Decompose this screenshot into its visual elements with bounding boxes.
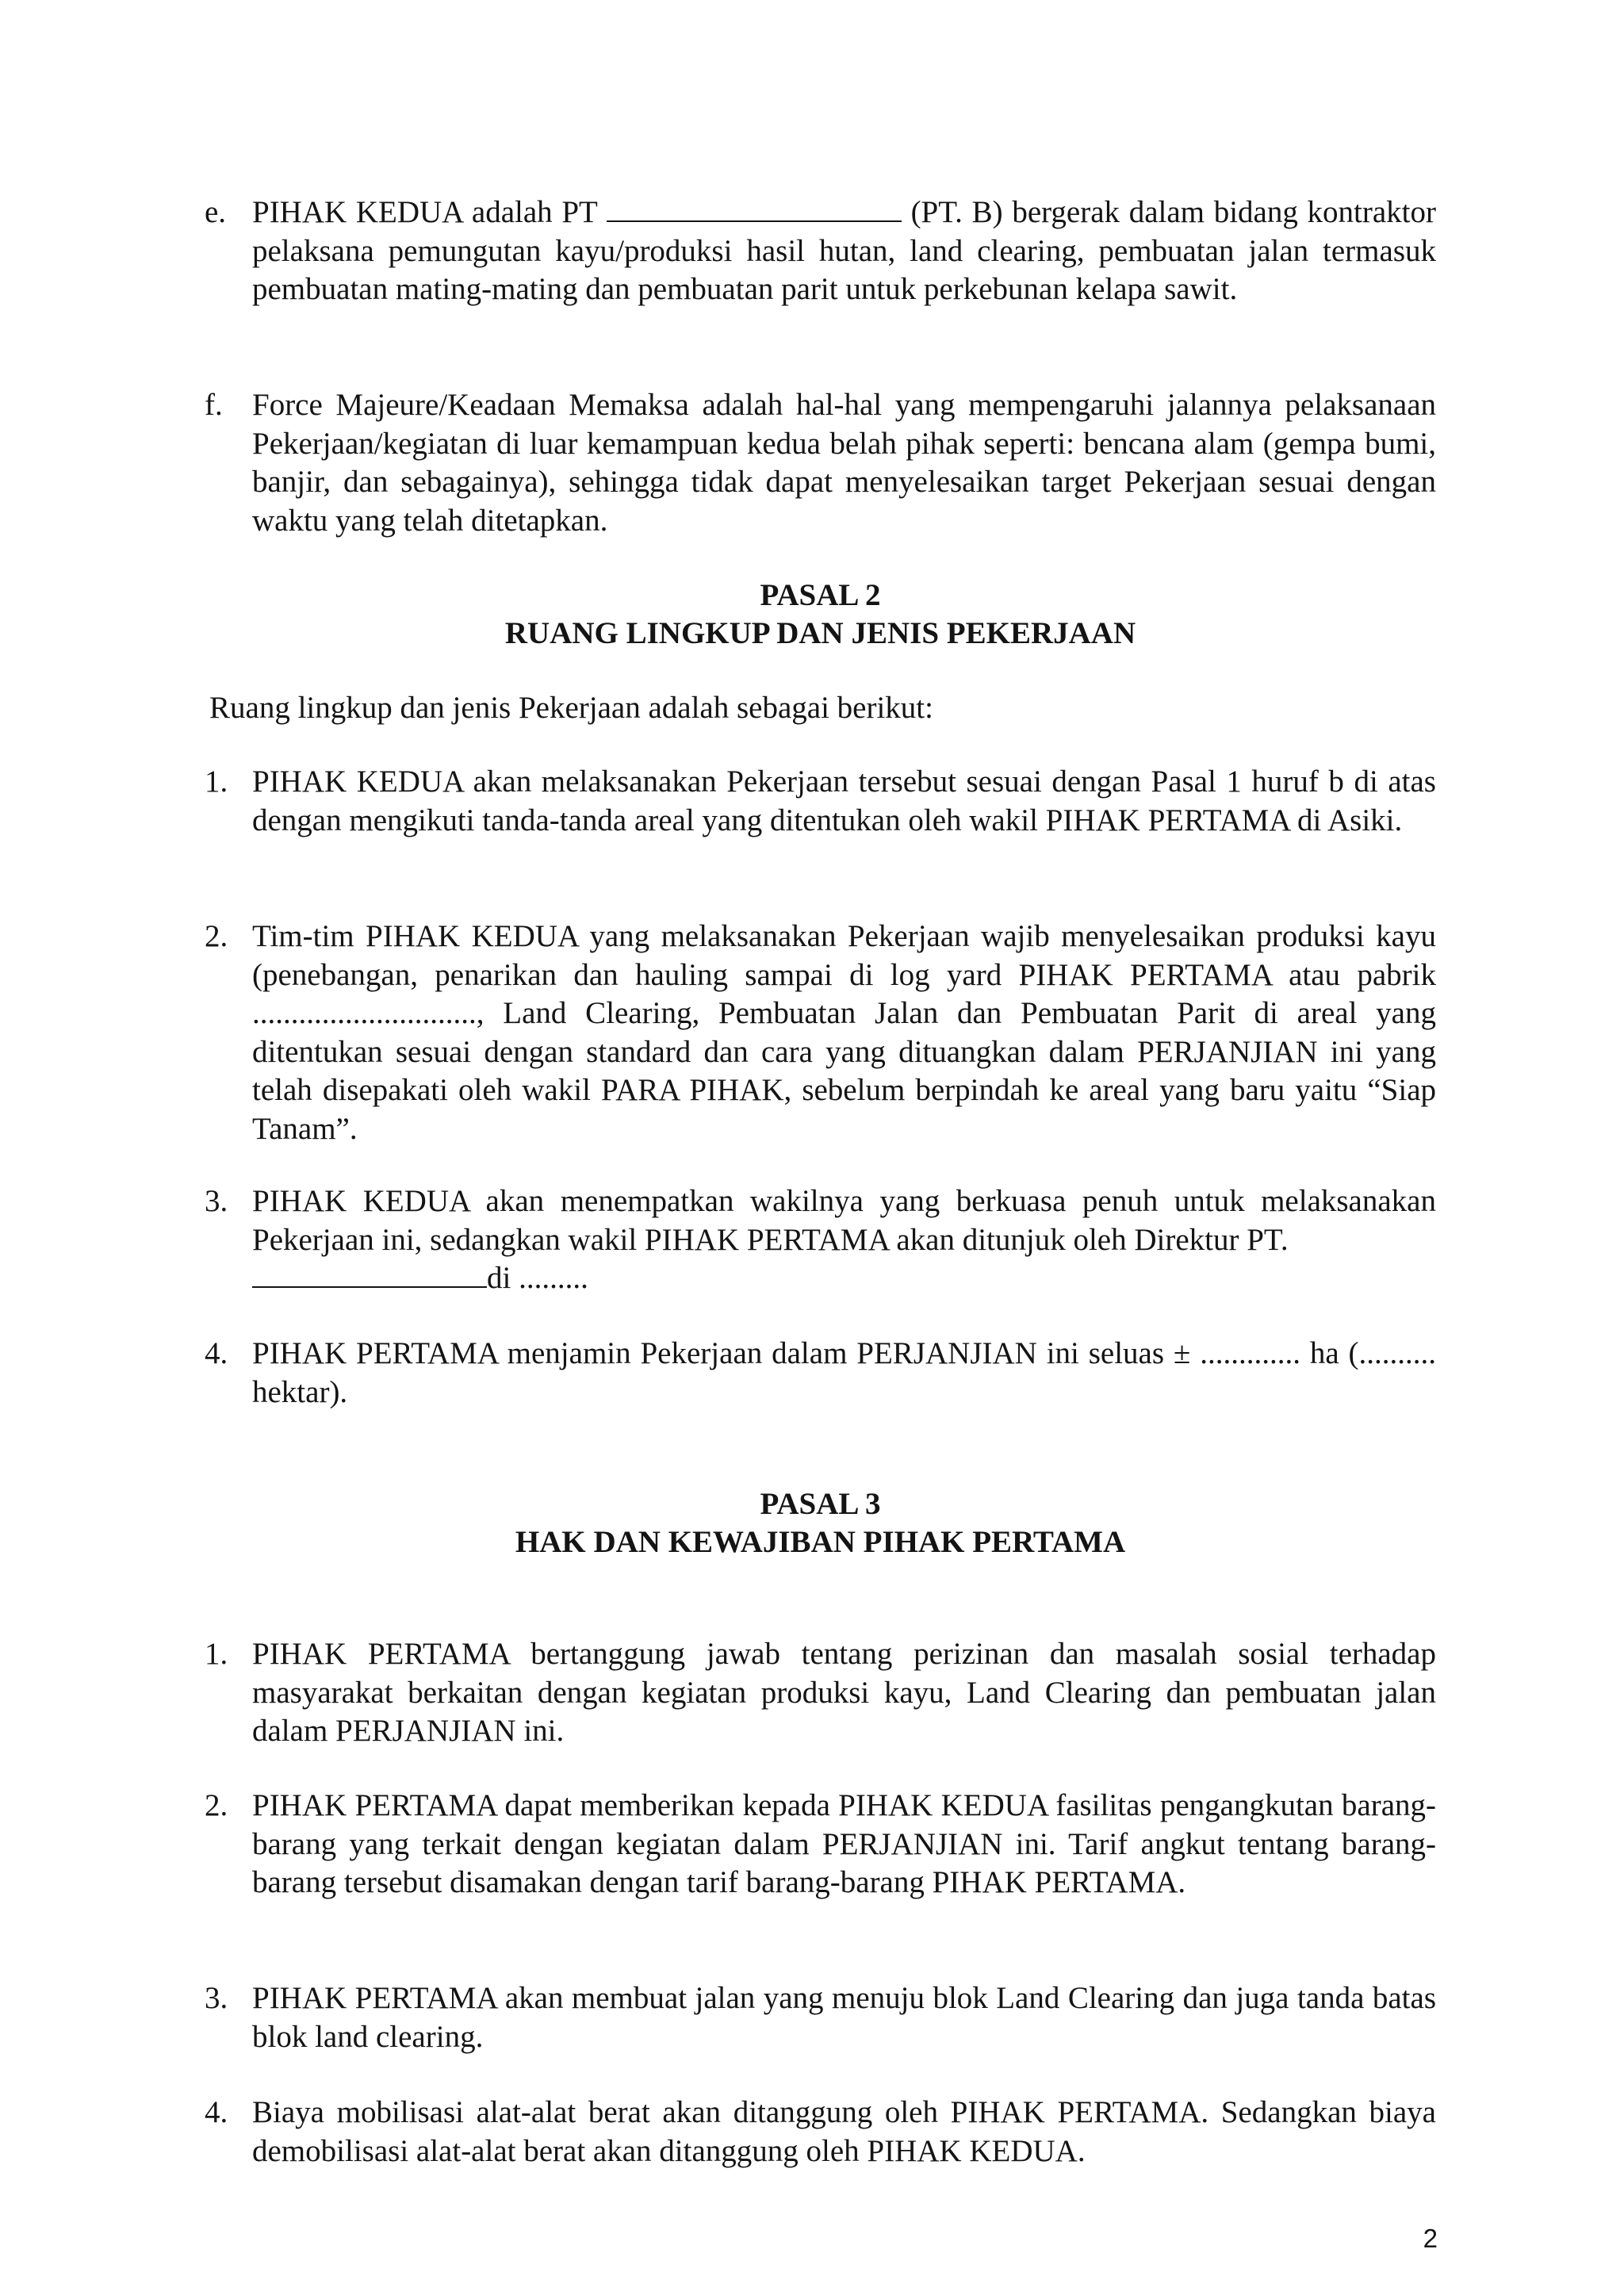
list-marker: 3.	[205, 1981, 228, 2015]
list-text-body: PIHAK KEDUA akan menempatkan wakilnya yang berkuasa penuh untuk melaksanakan Pekerjaan ini, sedangkan wakil PIHAK PERTAMA akan ditunjuk oleh Direktur PT.	[252, 1184, 1436, 1257]
list-item	[205, 1635, 1436, 1751]
list-text-tail: di .........	[487, 1261, 588, 1295]
list-text: PIHAK KEDUA akan melaksanakan Pekerjaan tersebut sesuai dengan Pasal 1 huruf b di atas dengan mengikuti tanda-tanda areal yang ditentukan oleh wakil PIHAK PERTAMA di Asiki.	[252, 764, 1436, 837]
list-text	[252, 1182, 1436, 1298]
article-intro: Ruang lingkup dan jenis Pekerjaan adalah sebagai berikut:	[209, 691, 933, 725]
list-marker: 3.	[205, 1184, 228, 1218]
list-marker: 4.	[205, 2095, 228, 2129]
article-title: RUANG LINGKUP DAN JENIS PEKERJAAN	[504, 616, 1136, 650]
list-marker: 2.	[205, 1788, 228, 1822]
definition-marker: e.	[205, 195, 227, 229]
list-marker: 1.	[205, 1637, 228, 1671]
company-name-blank	[607, 197, 902, 222]
definition-e	[205, 193, 1436, 309]
list-marker: 1.	[205, 764, 228, 799]
list-item	[205, 1335, 1436, 1412]
definition-text	[252, 193, 1436, 309]
list-marker: 2.	[205, 919, 228, 953]
definition-text-end: (PT. B) bergerak dalam bidang kontraktor pelaksana pemungutan kayu/produksi hasil hutan, land clearing, pembuatan jalan termasuk pembuatan mating-mating dan pembuatan parit untuk perkebunan kelapa sawit.	[252, 195, 1437, 306]
company-name-blank	[252, 1262, 487, 1288]
definition-text: Force Majeure/Keadaan Memaksa adalah hal-hal yang mempengaruhi jalannya pelaksanaan Pekerjaan/kegiatan di luar kemampuan kedua belah pihak seperti: bencana alam (gempa bumi, banjir, dan sebagainya), sehingga tidak dapat menyelesaikan target Pekerjaan sesuai dengan waktu yang telah ditetapkan.	[252, 388, 1436, 538]
list-text: Tim-tim PIHAK KEDUA yang melaksanakan Pekerjaan wajib menyelesaikan produksi kayu (penebangan, penarikan dan hauling sampai di log yard PIHAK PERTAMA atau pabrik ............................., Land Clearing, Pembuatan Jalan dan Pembuatan Parit di areal yang ditentukan sesuai dengan standard dan cara yang dituangkan dalam PERJANJIAN ini yang telah disepakati oleh wakil PARA PIHAK, sebelum berpindah ke areal yang baru yaitu “Siap Tanam”.	[252, 919, 1436, 1146]
list-item	[205, 1182, 1436, 1298]
page-number: 2	[1423, 2224, 1438, 2253]
list-item	[205, 918, 1436, 1148]
list-text: PIHAK PERTAMA dapat memberikan kepada PIHAK KEDUA fasilitas pengangkutan barang-barang yang terkait dengan kegiatan dalam PERJANJIAN ini. Tarif angkut tentang barang-barang tersebut disamakan dengan tarif barang-barang PIHAK PERTAMA.	[252, 1788, 1436, 1899]
definition-text-start: PIHAK KEDUA adalah PT	[252, 195, 607, 229]
article-number: PASAL 3	[760, 1487, 881, 1521]
list-marker: 4.	[205, 1336, 228, 1370]
list-text: PIHAK PERTAMA menjamin Pekerjaan dalam PERJANJIAN ini seluas ± ............. ha (.......... hektar).	[252, 1336, 1436, 1409]
list-text: PIHAK PERTAMA akan membuat jalan yang menuju blok Land Clearing dan juga tanda batas blok land clearing.	[252, 1981, 1436, 2054]
article-title: HAK DAN KEWAJIBAN PIHAK PERTAMA	[515, 1525, 1126, 1559]
list-item	[205, 1787, 1436, 1902]
list-item	[205, 1979, 1436, 2056]
list-item	[205, 2094, 1436, 2170]
list-text: PIHAK PERTAMA bertanggung jawab tentang perizinan dan masalah sosial terhadap masyarakat berkaitan dengan kegiatan produksi kayu, Land Clearing dan pembuatan jalan dalam PERJANJIAN ini.	[252, 1637, 1436, 1748]
list-item	[205, 763, 1436, 840]
article-number: PASAL 2	[760, 578, 881, 612]
list-text: Biaya mobilisasi alat-alat berat akan ditanggung oleh PIHAK PERTAMA. Sedangkan biaya demobilisasi alat-alat berat akan ditanggung oleh PIHAK KEDUA.	[252, 2095, 1436, 2168]
definition-f	[205, 386, 1436, 540]
definition-marker: f.	[205, 388, 223, 422]
